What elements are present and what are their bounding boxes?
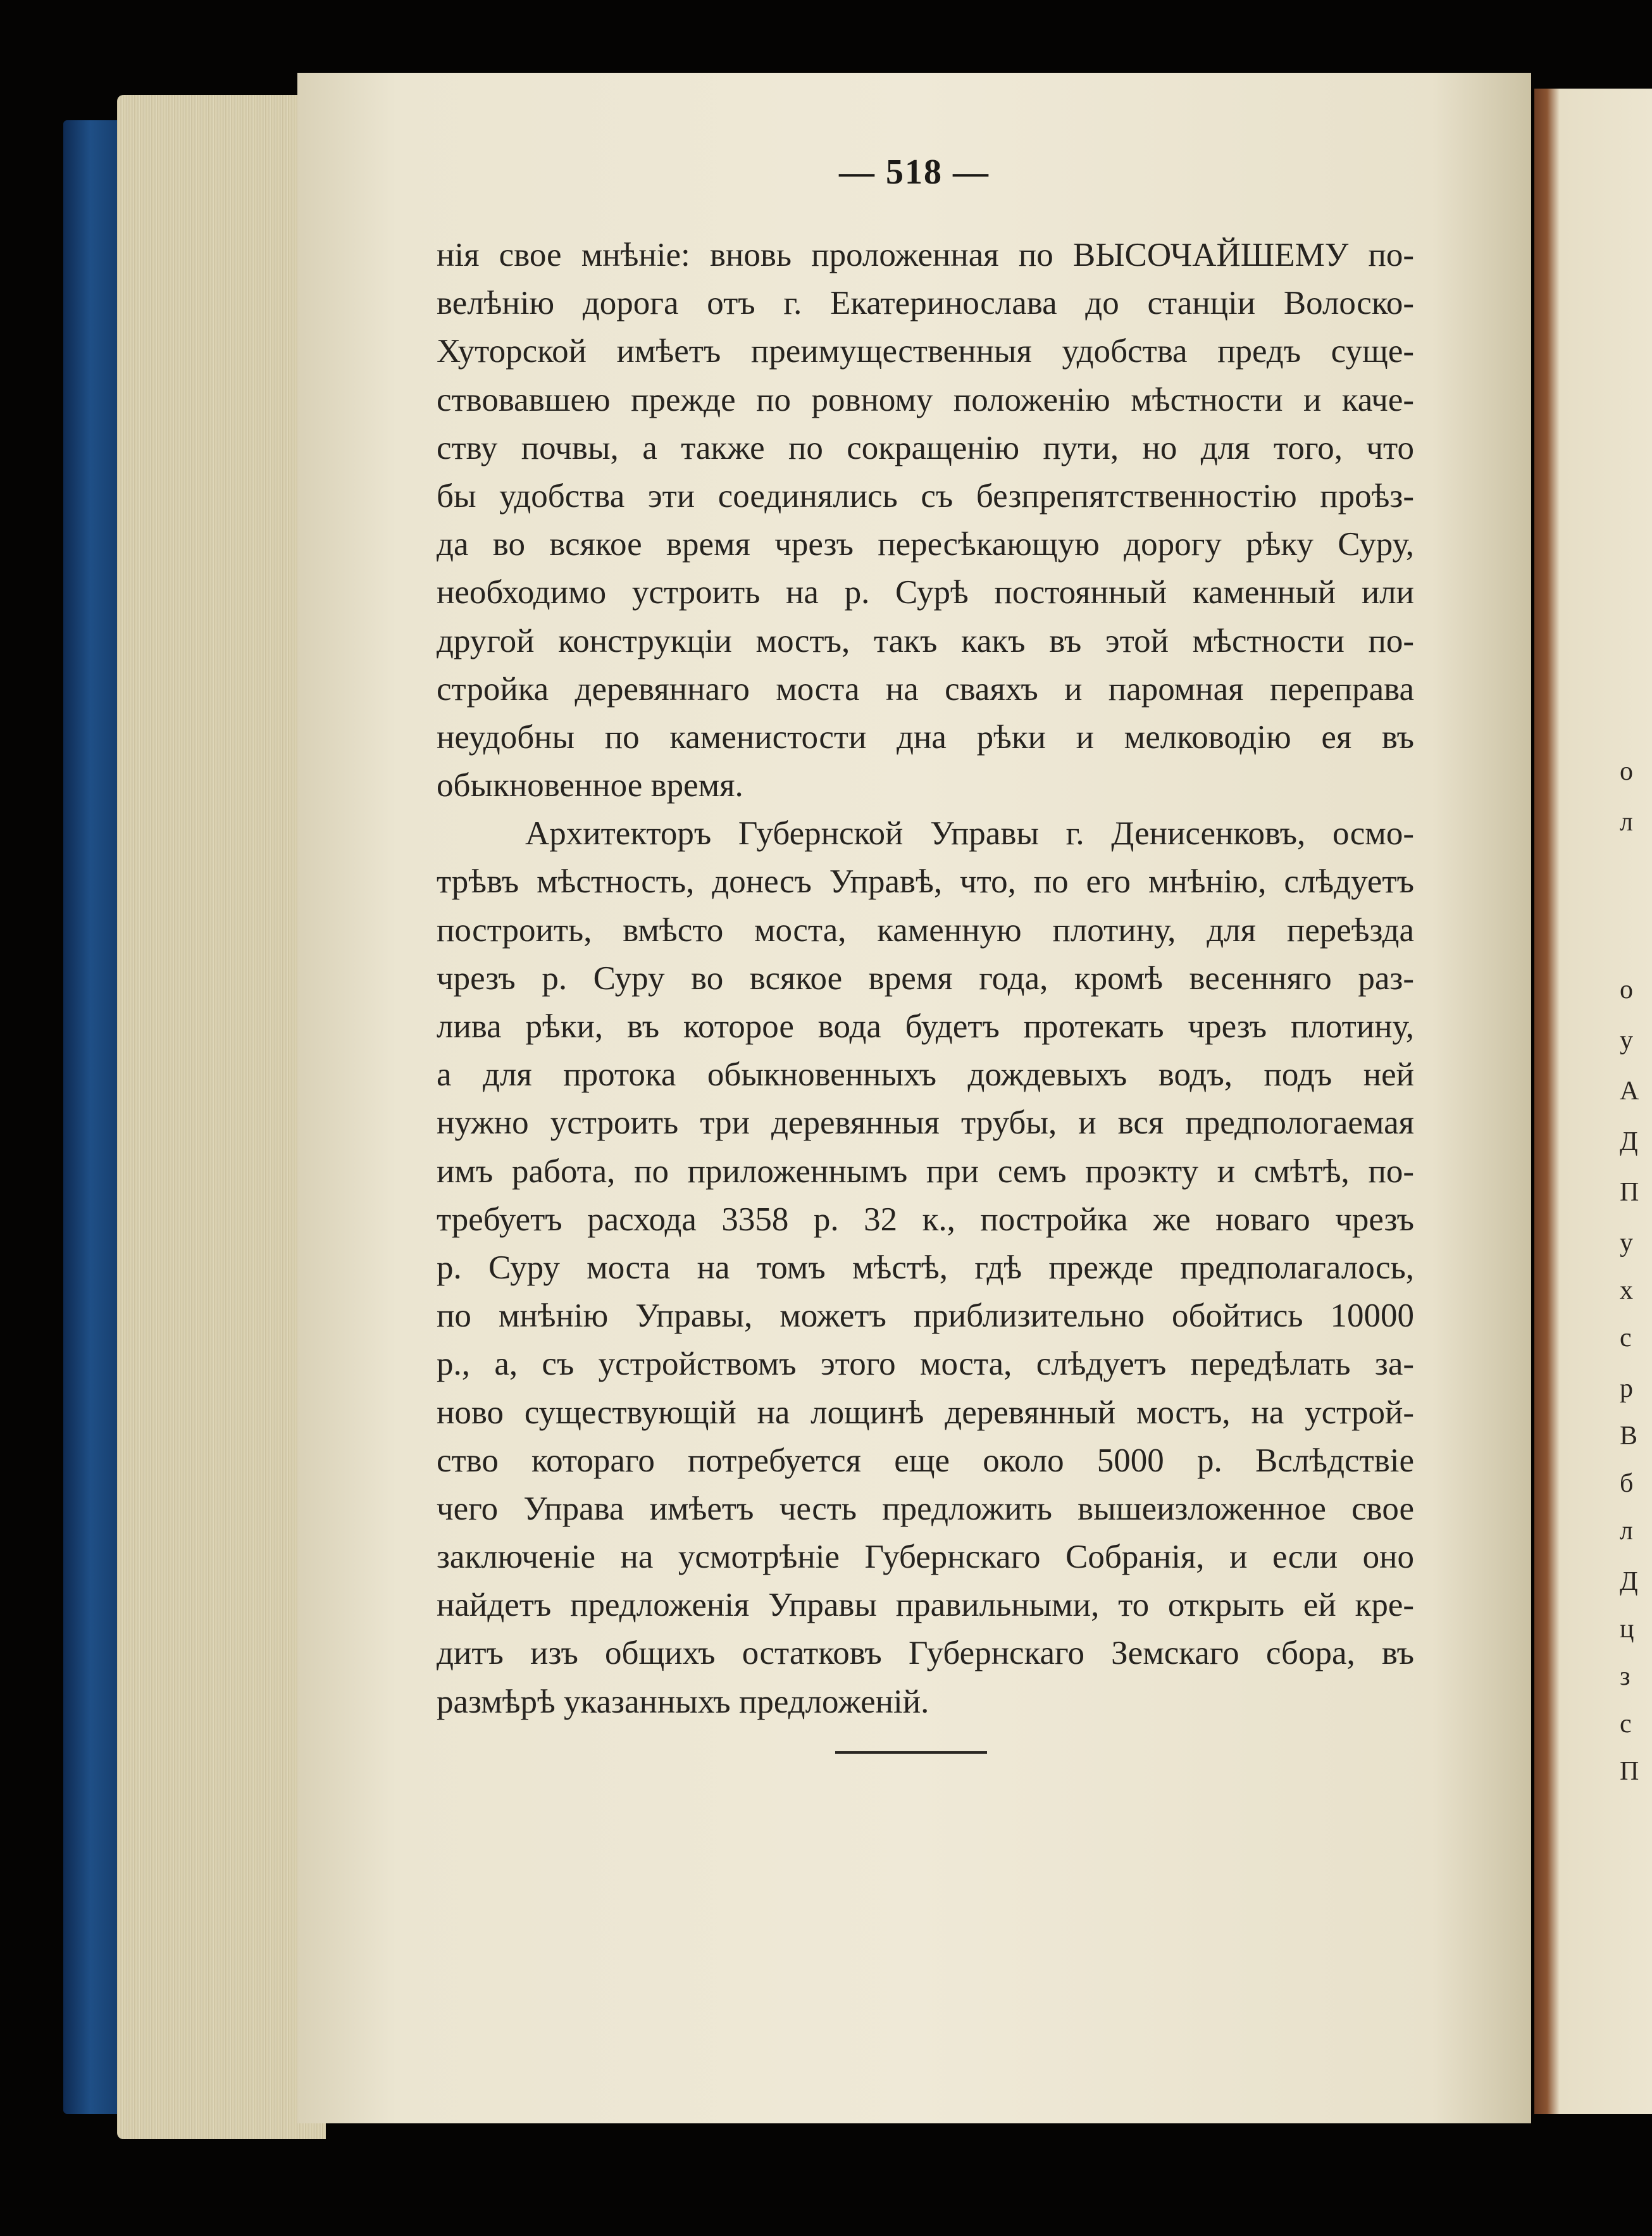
text-line: ствовавшею прежде по ровному положенію мѣстности и каче- (437, 381, 1414, 418)
text-line: размѣрѣ указанныхъ предложеній. (437, 1683, 929, 1720)
book-spine (63, 120, 123, 2114)
facing-page-letter: П (1620, 1178, 1639, 1207)
facing-page-letter: Д (1620, 1567, 1638, 1596)
text-line: а для протока обыкновенныхъ дождевыхъ водъ, подъ ней (437, 1056, 1414, 1094)
text-line: р., а, съ устройствомъ этого моста, слѣдуетъ передѣлать за- (437, 1346, 1414, 1383)
facing-page-letter: р (1620, 1374, 1633, 1403)
text-line: нужно устроить три деревянныя трубы, и вся предпологаемая (437, 1104, 1414, 1142)
text-line: Хуторской имѣетъ преимущественныя удобства предъ суще- (437, 333, 1414, 370)
text-line: ство котораго потребуется еще около 5000 р. Вслѣдствіе (437, 1442, 1414, 1479)
text-line: велѣнію дорога отъ г. Екатеринослава до станціи Волоско- (437, 285, 1414, 322)
body-text (437, 231, 1414, 1726)
text-line: ству почвы, а также по сокращенію пути, но для того, что (437, 429, 1414, 466)
text-line: р. Суру моста на томъ мѣстѣ, гдѣ прежде предполагалось, (437, 1249, 1414, 1286)
facing-page-letter: Д (1620, 1127, 1638, 1156)
text-line: необходимо устроить на р. Сурѣ постоянный каменный или (437, 574, 1414, 611)
text-line: нія свое мнѣніе: вновь проложенная по ВЫСОЧАЙШЕМУ по- (437, 237, 1414, 273)
text-line: чего Управа имѣетъ честь предложить вышеизложенное свое (437, 1490, 1414, 1527)
text-line: требуетъ расхода 3358 р. 32 к., постройка же новаго чрезъ (437, 1201, 1414, 1238)
text-line: дитъ изъ общихъ остатковъ Губернскаго Земскаго сбора, въ (437, 1635, 1414, 1672)
facing-page-letter: у (1620, 1228, 1633, 1258)
facing-page-letter: П (1620, 1757, 1639, 1786)
text-line: найдетъ предложенія Управы правильными, то открыть ей кре- (437, 1587, 1414, 1624)
text-line: стройка деревяннаго моста на сваяхъ и паромная переправа (437, 670, 1414, 708)
text-line: построить, вмѣсто моста, каменную плотину, для переѣзда (437, 911, 1414, 949)
text-line: заключеніе на усмотрѣніе Губернскаго Собранія, и если оно (437, 1539, 1414, 1576)
text-line: трѣвъ мѣстность, донесъ Управѣ, что, по его мнѣнію, слѣдуетъ (437, 863, 1414, 901)
closing-rule (835, 1751, 987, 1754)
text-line: по мнѣнію Управы, можетъ приблизительно обойтись 10000 (437, 1297, 1414, 1335)
facing-page-letter: з (1620, 1662, 1630, 1691)
facing-page-letter: В (1620, 1421, 1638, 1451)
text-line: ново существующій на лощинѣ деревянный мостъ, на устрой- (437, 1394, 1414, 1431)
facing-page-letter: о (1620, 757, 1633, 786)
text-line: чрезъ р. Суру во всякое время года, кромѣ весенняго раз- (437, 959, 1414, 997)
facing-page-letter: о (1620, 975, 1633, 1004)
page-number: — 518 — (839, 153, 990, 192)
text-line: имъ работа, по приложеннымъ при семъ проэкту и смѣтѣ, по- (437, 1152, 1414, 1190)
text-line: неудобны по каменистости дна рѣки и мелководію ея въ (437, 718, 1414, 756)
facing-page-letter: с (1620, 1323, 1632, 1352)
text-line: Архитекторъ Губернской Управы г. Денисенковъ, осмо- (525, 815, 1414, 853)
text-line: другой конструкціи мостъ, такъ какъ въ этой мѣстности по- (437, 622, 1414, 659)
facing-page-letter: ц (1620, 1615, 1634, 1644)
facing-page-letter: х (1620, 1276, 1633, 1305)
facing-page-letter: А (1620, 1077, 1639, 1106)
facing-page-letter: л (1620, 1516, 1633, 1546)
facing-page-letter: б (1620, 1469, 1634, 1498)
page-edges (117, 95, 326, 2139)
text-line: обыкновенное время. (437, 767, 743, 804)
text-line: лива рѣки, въ которое вода будетъ протекать чрезъ плотину, (437, 1008, 1414, 1045)
facing-page-letter: с (1620, 1709, 1632, 1739)
facing-page-letter: у (1620, 1026, 1633, 1055)
text-line: да во всякое время чрезъ пересѣкающую дорогу рѣку Суру, (437, 526, 1414, 563)
text-line: бы удобства эти соединялись съ безпрепятственностію проѣз- (437, 477, 1414, 515)
facing-page-letter: л (1620, 808, 1633, 837)
